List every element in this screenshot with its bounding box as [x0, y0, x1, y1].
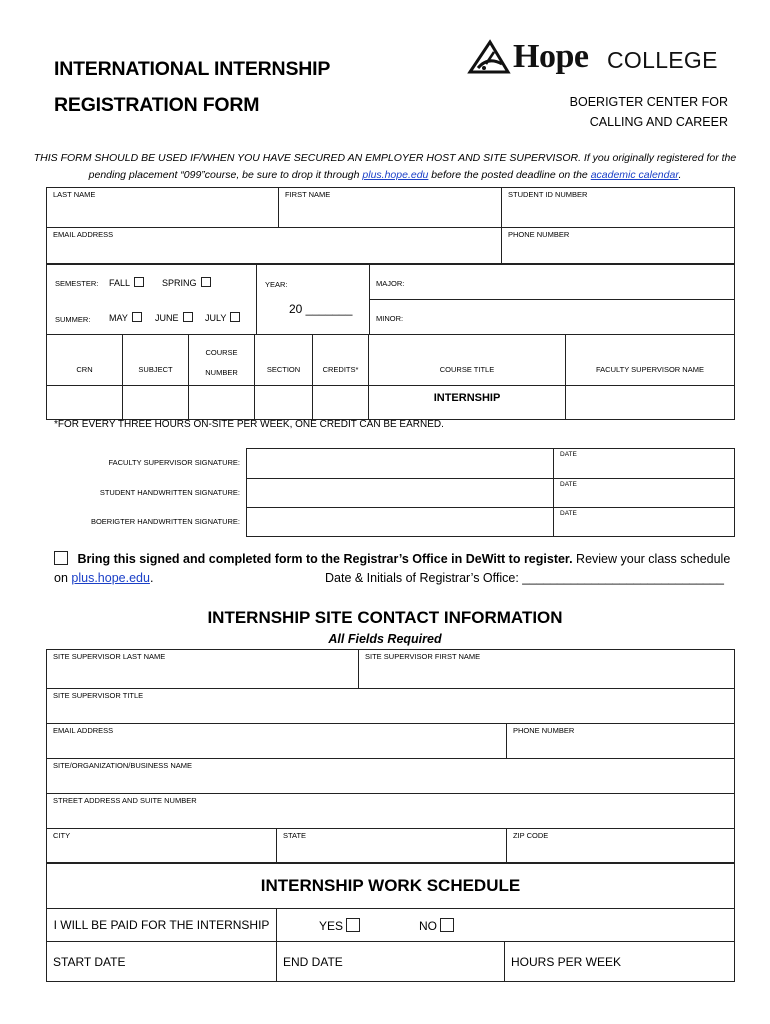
faculty-date-field[interactable] — [554, 449, 735, 479]
may-checkbox[interactable] — [132, 312, 142, 322]
site-supervisor-first-label: SITE SUPERVISOR FIRST NAME — [365, 652, 481, 661]
hours-per-week-field[interactable] — [505, 942, 735, 982]
minor-field[interactable] — [370, 300, 734, 334]
registrar-bold-text: Bring this signed and completed form to the Registrar’s Office in DeWitt to register. — [77, 552, 573, 566]
start-date-label: START DATE — [53, 954, 126, 969]
spring-label: SPRING — [162, 278, 197, 288]
june-label: JUNE — [155, 313, 179, 323]
registrar-on-text: on — [54, 571, 72, 585]
site-contact-subtitle: All Fields Required — [328, 632, 442, 646]
site-zip-field[interactable] — [507, 829, 735, 864]
registrar-instruction — [54, 550, 734, 588]
form-title-line1: INTERNATIONAL INTERNSHIP — [54, 58, 331, 80]
spring-checkbox[interactable] — [201, 277, 211, 287]
paid-no-label: NO — [419, 919, 437, 933]
hours-per-week-label: HOURS PER WEEK — [511, 954, 622, 969]
phone-label: PHONE NUMBER — [508, 230, 570, 239]
july-label: JULY — [205, 313, 227, 323]
site-phone-field[interactable] — [507, 724, 735, 759]
boerigter-date-label: DATE — [560, 510, 577, 517]
site-supervisor-first-field[interactable] — [359, 650, 735, 689]
site-state-label: STATE — [283, 831, 307, 840]
site-contact-title: INTERNSHIP SITE CONTACT INFORMATION — [207, 608, 563, 627]
year-cell[interactable] — [257, 265, 370, 335]
crn-input[interactable] — [47, 386, 123, 420]
site-email-label: EMAIL ADDRESS — [53, 726, 114, 735]
notice-text-3: . — [678, 169, 682, 181]
faculty-date-label: DATE — [560, 451, 577, 458]
site-street-field[interactable] — [47, 794, 735, 829]
semester-table — [46, 264, 735, 335]
center-name-line2: CALLING AND CAREER — [589, 115, 728, 129]
registrar-checkbox[interactable] — [54, 551, 68, 565]
anchor-logo-icon — [466, 38, 512, 76]
plus-hope-link[interactable]: plus.hope.edu — [362, 169, 429, 181]
student-date-field[interactable] — [554, 479, 735, 508]
course-title-value: INTERNSHIP — [369, 386, 566, 420]
site-supervisor-title-label: SITE SUPERVISOR TITLE — [53, 691, 144, 700]
email-label: EMAIL ADDRESS — [53, 230, 114, 239]
logo-college-text: COLLEGE — [607, 47, 718, 73]
signature-table — [246, 448, 735, 537]
site-org-field[interactable] — [47, 759, 735, 794]
section-input[interactable] — [255, 386, 313, 420]
summer-label: SUMMER: — [55, 315, 91, 324]
registrar-plus-link[interactable]: plus.hope.edu — [71, 571, 150, 585]
faculty-supervisor-input[interactable] — [566, 386, 735, 420]
phone-field[interactable] — [502, 228, 735, 264]
course-number-input[interactable] — [189, 386, 255, 420]
semester-label: SEMESTER: — [55, 279, 99, 288]
signature-labels — [50, 448, 240, 538]
site-supervisor-title-field[interactable] — [47, 689, 735, 724]
end-date-label: END DATE — [283, 954, 343, 969]
student-date-label: DATE — [560, 481, 577, 488]
form-title-line2: REGISTRATION FORM — [54, 94, 260, 116]
student-signature-label: STUDENT HANDWRITTEN SIGNATURE: — [99, 488, 240, 497]
site-org-label: SITE/ORGANIZATION/BUSINESS NAME — [53, 761, 193, 770]
may-label: MAY — [109, 313, 128, 323]
site-city-field[interactable] — [47, 829, 277, 864]
site-zip-label: ZIP CODE — [513, 831, 549, 840]
last-name-label: LAST NAME — [53, 190, 96, 199]
site-state-field[interactable] — [277, 829, 507, 864]
course-title-header: COURSE TITLE — [369, 335, 566, 386]
june-checkbox[interactable] — [183, 312, 193, 322]
credits-input[interactable] — [313, 386, 369, 420]
site-street-label: STREET ADDRESS AND SUITE NUMBER — [53, 796, 197, 805]
notice-text-2: before the posted deadline on the — [428, 169, 591, 181]
year-value: 20 _______ — [289, 302, 353, 316]
registrar-period: . — [149, 571, 154, 585]
paid-label: I WILL BE PAID FOR THE INTERNSHIP — [47, 909, 277, 942]
course-number-header: COURSE NUMBER — [189, 335, 255, 386]
fall-label: FALL — [109, 278, 131, 288]
credit-footnote: *FOR EVERY THREE HOURS ON-SITE PER WEEK, ONE CREDIT CAN BE EARNED. — [54, 419, 444, 430]
faculty-signature-field[interactable] — [247, 449, 554, 479]
major-minor-cell — [370, 265, 735, 335]
paid-yes-checkbox[interactable] — [346, 918, 360, 932]
work-schedule-title: INTERNSHIP WORK SCHEDULE — [47, 863, 735, 909]
course-table — [46, 334, 735, 420]
minor-label: MINOR: — [376, 314, 404, 323]
paid-options — [277, 909, 735, 942]
student-id-label: STUDENT ID NUMBER — [508, 190, 588, 199]
july-checkbox[interactable] — [230, 312, 240, 322]
start-date-field[interactable] — [47, 942, 277, 982]
first-name-label: FIRST NAME — [285, 190, 331, 199]
registrar-rest-text: Review your class schedule — [572, 552, 731, 566]
site-supervisor-last-field[interactable] — [47, 650, 359, 689]
email-field[interactable] — [47, 228, 502, 264]
boerigter-signature-label: BOERIGTER HANDWRITTEN SIGNATURE: — [90, 517, 240, 526]
site-city-label: CITY — [53, 831, 71, 840]
work-schedule-table — [46, 862, 735, 982]
end-date-field[interactable] — [277, 942, 505, 982]
major-label: MAJOR: — [376, 279, 405, 288]
credits-header: CREDITS* — [313, 335, 369, 386]
year-label: YEAR: — [265, 280, 288, 289]
academic-calendar-link[interactable]: academic calendar — [590, 169, 679, 181]
section-header: SECTION — [255, 335, 313, 386]
site-contact-table — [46, 649, 735, 864]
logo-hope-text: Hope — [513, 38, 589, 75]
instruction-notice — [30, 150, 740, 184]
paid-yes-label: YES — [319, 919, 344, 933]
boerigter-date-field[interactable] — [554, 508, 735, 537]
first-name-field[interactable] — [279, 188, 502, 228]
faculty-supervisor-header: FACULTY SUPERVISOR NAME — [566, 335, 735, 386]
registrar-date-initials: Date & Initials of Registrar’s Office: _____________________________ — [325, 571, 724, 585]
crn-header: CRN — [47, 335, 123, 386]
last-name-field[interactable] — [47, 188, 279, 228]
notice-text-1: THIS FORM SHOULD BE USED IF/WHEN YOU HAVE SECURED AN EMPLOYER HOST AND SITE SUPERVISOR. If you originally registered for the pending placement “099”course, be sure to drop it through — [33, 152, 737, 181]
subject-header: SUBJECT — [123, 335, 189, 386]
paid-no-checkbox[interactable] — [440, 918, 454, 932]
semester-cell — [47, 265, 257, 335]
fall-checkbox[interactable] — [134, 277, 144, 287]
hope-college-logo — [466, 38, 728, 80]
center-name-line1: BOERIGTER CENTER FOR — [569, 95, 728, 109]
faculty-signature-label: FACULTY SUPERVISOR SIGNATURE: — [108, 458, 240, 467]
major-field[interactable] — [370, 265, 734, 300]
student-id-field[interactable] — [502, 188, 735, 228]
student-signature-field[interactable] — [247, 479, 554, 508]
student-info-table — [46, 187, 735, 264]
boerigter-signature-field[interactable] — [247, 508, 554, 537]
site-email-field[interactable] — [47, 724, 507, 759]
subject-input[interactable] — [123, 386, 189, 420]
site-phone-label: PHONE NUMBER — [513, 726, 575, 735]
site-supervisor-last-label: SITE SUPERVISOR LAST NAME — [53, 652, 166, 661]
